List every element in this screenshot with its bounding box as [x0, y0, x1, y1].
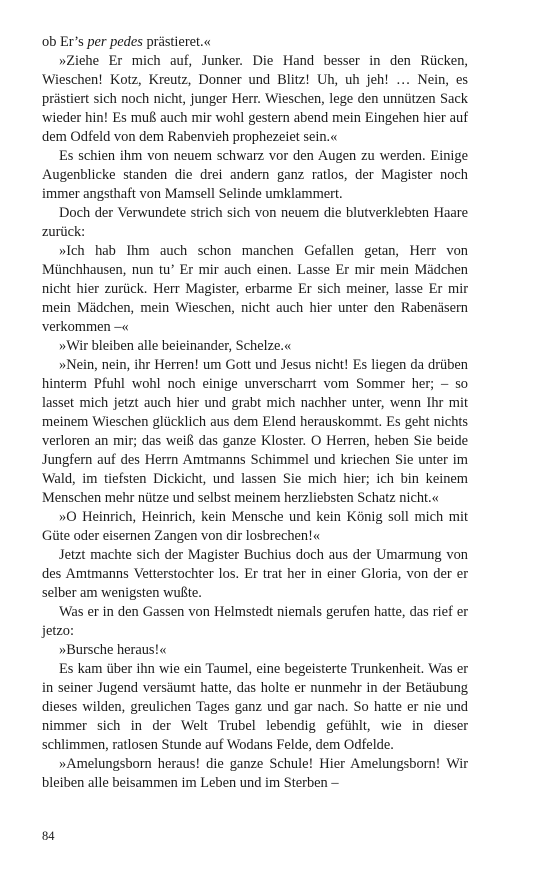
- paragraph: »Ich hab Ihm auch schon manchen Gefallen getan, Herr von Münchhausen, nun tu’ Er mir auch einen. Lasse Er mir mein Mädchen nicht hier zurück. Herr Magister, erbarme Er sich meiner, lasse Er mir mein Mädchen, mein Wieschen, nicht auch hier unter den Rabenäsern verkommen –«: [42, 243, 468, 335]
- paragraph: »O Heinrich, Heinrich, kein Mensche und kein König soll mich mit Güte oder eisernen Zangen von dir losbrechen!«: [42, 509, 468, 544]
- italic-text: per pedes: [87, 34, 143, 50]
- paragraph: »Wir bleiben alle beieinander, Schelze.«: [59, 338, 292, 354]
- paragraph: Es kam über ihn wie ein Taumel, eine begeisterte Trunkenheit. Was er in seiner Jugend versäumt hatte, das holte er nunmehr in der Betäubung dieses wilden, greulichen Tages ganz und gar nach. So hatte er nie und nimmer sich in der Welt Trubel lebendig gefühlt, wie in dieser schlimmen, ratlosen Stunde auf Wodans Felde, dem Odfelde.: [42, 661, 468, 753]
- paragraph: »Amelungsborn heraus! die ganze Schule! Hier Amelungsborn! Wir bleiben alle beisammen im Leben und im Sterben –: [42, 756, 468, 791]
- paragraph: »Ziehe Er mich auf, Junker. Die Hand besser in den Rücken, Wieschen! Kotz, Kreutz, Donner und Blitz! Uh, uh jeh! … Nein, es prästiert sich noch nicht, junger Herr. Wieschen, lege den unnützen Sack wieder hin! Es muß auch mir wohl gestern abend mein Eingehen hier auf dem Odfeld von dem Rabenvieh prophezeiet sein.«: [42, 53, 468, 145]
- page-number: 84: [42, 829, 55, 843]
- text-run: ob Er’s: [42, 34, 88, 50]
- paragraph-continuation: [42, 33, 468, 52]
- paragraph: »Nein, nein, ihr Herren! um Gott und Jesus nicht! Es liegen da drüben hinterm Pfuhl wohl noch einige unverscharrt vom Sommer her; – so lasset mich jetzt auch hier und grabt mich nachher unter, wenn Ihr mit meinem Wieschen glücklich aus dem Elend herauskommt. Es geht nichts verloren an mir; das weiß das ganze Kloster. O Herren, heben Sie beide Jungfern auf des Herrn Amtmanns Schimmel und kriechen Sie unter im Wald, im tiefsten Dickicht, und lassen Sie mich hier; ich bin keinem Menschen mehr nütze und selbst meinem herzliebsten Schatz nicht.«: [42, 357, 468, 506]
- paragraph: Es schien ihm von neuem schwarz vor den Augen zu werden. Einige Augenblicke standen die drei andern ganz ratlos, der Magister noch immer angsthaft von Mamsell Selinde umklammert.: [42, 148, 468, 202]
- paragraph: Was er in den Gassen von Helmstedt niemals gerufen hatte, das rief er jetzo:: [42, 604, 468, 639]
- paragraph: Doch der Verwundete strich sich von neuem die blutverklebten Haare zurück:: [42, 205, 468, 240]
- paragraph: »Bursche heraus!«: [59, 642, 167, 658]
- paragraph: Jetzt machte sich der Magister Buchius doch aus der Umarmung von des Amtmanns Vetterstochter los. Er trat her in einer Gloria, von der er selber am wenigsten wußte.: [42, 547, 468, 601]
- text-run: prästieret.«: [142, 34, 211, 50]
- body-text: [42, 33, 468, 793]
